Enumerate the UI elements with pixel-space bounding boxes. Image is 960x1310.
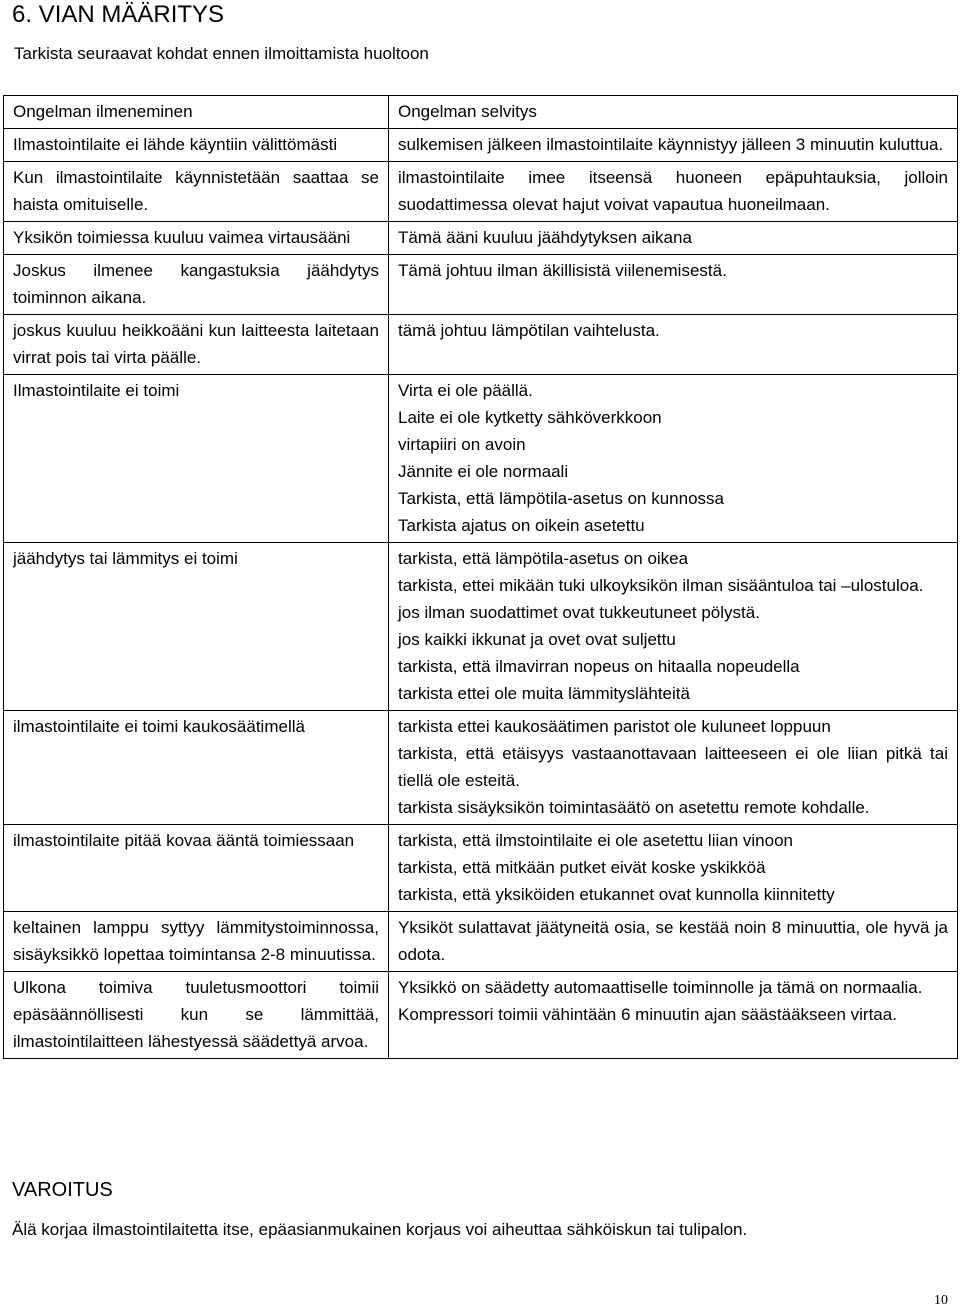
solution-cell [389,255,958,315]
problem-cell: jäähdytys tai lämmitys ei toimi [4,543,389,711]
solution-line: tarkista, että lämpötila-asetus on oikea [398,549,689,568]
troubleshooting-table [3,95,958,1059]
solution-line: Yksiköt sulattavat jäätyneitä osia, se kestää noin 8 minuuttia, ole hyvä ja odota. [398,918,948,964]
solution-line: Laite ei ole kytketty sähköverkkoon [398,408,662,427]
solution-cell [389,162,958,222]
solution-line: tarkista, että etäisyys vastaanottavaan laitteeseen ei ole liian pitkä tai tiellä ole esteitä. [398,744,948,790]
solution-cell [389,711,958,825]
solution-line: Kompressori toimii vähintään 6 minuutin ajan säästääkseen virtaa. [398,1005,897,1024]
solution-cell [389,315,958,375]
table-row [4,711,958,825]
solution-line: jos ilman suodattimet ovat tukkeutuneet pölystä. [398,603,760,622]
solution-line: tarkista, että yksiköiden etukannet ovat kunnolla kiinnitetty [398,885,835,904]
solution-line: ilmastointilaite imee itseensä huoneen epäpuhtauksia, jolloin suodattimessa olevat hajut voivat vapautua huoneilmaan. [398,168,948,214]
solution-line: tarkista ettei ole muita lämmityslähteitä [398,684,690,703]
table-row [4,222,958,255]
solution-cell [389,129,958,162]
table-row [4,315,958,375]
page-number: 10 [934,1293,948,1308]
solution-line: tarkista, että mitkään putket eivät koske yskikköä [398,858,766,877]
intro-text: Tarkista seuraavat kohdat ennen ilmoittamista huoltoon [14,44,429,63]
solution-line: jos kaikki ikkunat ja ovet ovat suljettu [398,630,676,649]
solution-line: Tämä johtuu ilman äkillisistä viilenemisestä. [398,261,727,280]
solution-line: Yksikkö on säädetty automaattiselle toiminnolle ja tämä on normaalia. [398,978,923,997]
warning-text: Älä korjaa ilmastointilaitetta itse, epäasianmukainen korjaus voi aiheuttaa sähköiskun tai tulipalon. [12,1220,748,1239]
solution-line: tarkista, että ilmstointilaite ei ole asetettu liian vinoon [398,831,793,850]
table-row [4,255,958,315]
problem-cell: Ilmastointilaite ei lähde käyntiin välittömästi [4,129,389,162]
problem-cell: Kun ilmastointilaite käynnistetään saattaa se haista omituiselle. [4,162,389,222]
table-row [4,162,958,222]
problem-cell: Joskus ilmenee kangastuksia jäähdytys toiminnon aikana. [4,255,389,315]
solution-cell [389,543,958,711]
solution-line: Jännite ei ole normaali [398,462,569,481]
problem-cell: Yksikön toimiessa kuuluu vaimea virtausääni [4,222,389,255]
table-row [4,912,958,972]
solution-line: tämä johtuu lämpötilan vaihtelusta. [398,321,660,340]
problem-cell: ilmastointilaite ei toimi kaukosäätimellä [4,711,389,825]
solution-line: Tarkista, että lämpötila-asetus on kunnossa [398,489,725,508]
table-row [4,543,958,711]
warning-title: VAROITUS [12,1179,113,1201]
problem-cell: Ilmastointilaite ei toimi [4,375,389,543]
table-header-row [4,96,958,129]
solution-line: tarkista ettei kaukosäätimen paristot ole kuluneet loppuun [398,717,831,736]
solution-cell [389,222,958,255]
solution-line: sulkemisen jälkeen ilmastointilaite käynnistyy jälleen 3 minuutin kuluttua. [398,135,944,154]
solution-line: tarkista, ettei mikään tuki ulkoyksikön ilman sisääntuloa tai –ulostuloa. [398,576,924,595]
solution-cell [389,375,958,543]
solution-line: tarkista, että ilmavirran nopeus on hitaalla nopeudella [398,657,800,676]
table-row [4,375,958,543]
solution-line: virtapiiri on avoin [398,435,526,454]
section-heading: 6. VIAN MÄÄRITYS [12,1,225,28]
problem-cell: joskus kuuluu heikkoääni kun laitteesta laitetaan virrat pois tai virta päälle. [4,315,389,375]
solution-line: tarkista sisäyksikön toimintasäätö on asetettu remote kohdalle. [398,798,870,817]
problem-cell: ilmastointilaite pitää kovaa ääntä toimiessaan [4,825,389,912]
problem-cell: Ulkona toimiva tuuletusmoottori toimii epäsäännöllisesti kun se lämmittää, ilmastointilaitteen lähestyessä säädettyä arvoa. [4,972,389,1059]
column-header-solution: Ongelman selvitys [389,96,958,129]
table-row [4,129,958,162]
column-header-problem: Ongelman ilmeneminen [4,96,389,129]
solution-cell [389,972,958,1059]
table-row [4,825,958,912]
solution-cell [389,825,958,912]
table-row [4,972,958,1059]
problem-cell: keltainen lamppu syttyy lämmitystoiminnossa, sisäyksikkö lopettaa toimintansa 2-8 minuutissa. [4,912,389,972]
solution-line: Tämä ääni kuuluu jäähdytyksen aikana [398,228,692,247]
solution-line: Tarkista ajatus on oikein asetettu [398,516,645,535]
solution-line: Virta ei ole päällä. [398,381,533,400]
solution-cell [389,912,958,972]
